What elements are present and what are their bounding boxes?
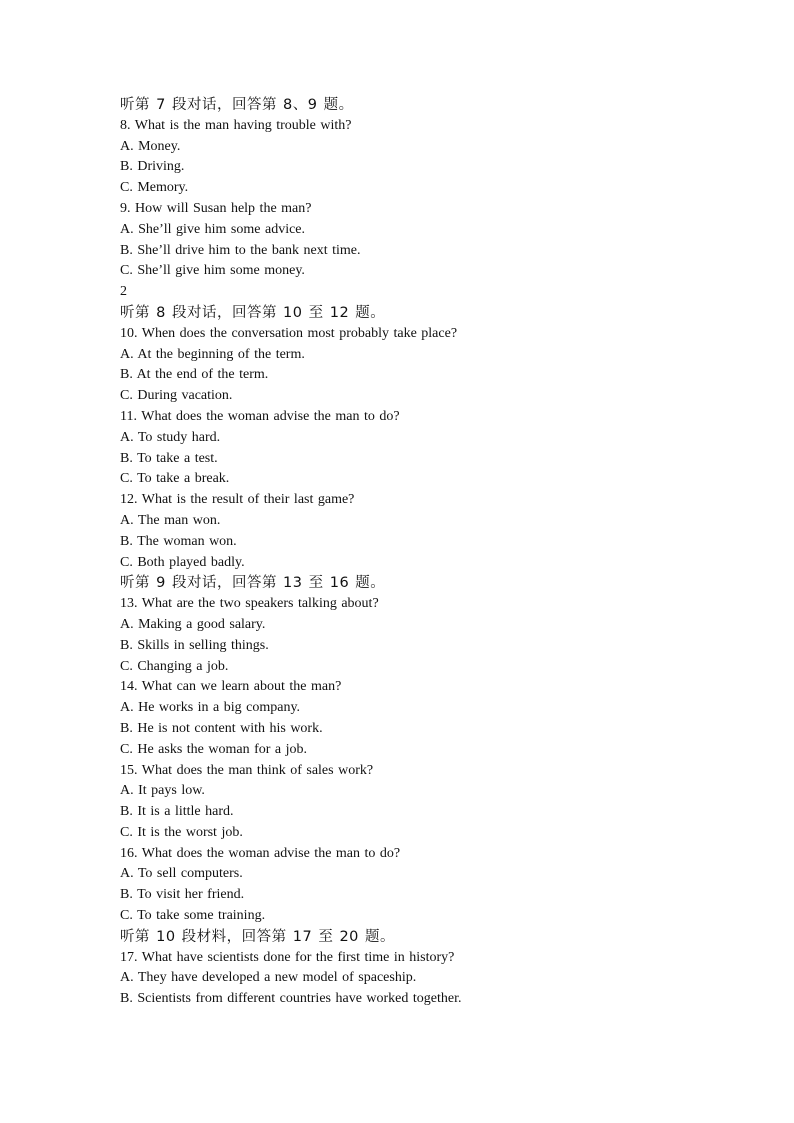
option-12c: C. Both played badly.: [120, 554, 245, 570]
option-8b: B. Driving.: [120, 159, 185, 175]
option-15c: C. It is the worst job.: [120, 824, 243, 840]
option-9b: B. She’ll drive him to the bank next time.: [120, 242, 361, 258]
option-15b: B. It is a little hard.: [120, 804, 234, 820]
option-14c: C. He asks the woman for a job.: [120, 741, 308, 757]
option-12a: A. The man won.: [120, 512, 221, 528]
option-11a: A. To study hard.: [120, 429, 221, 445]
option-14b: B. He is not content with his work.: [120, 720, 323, 736]
option-10b: B. At the end of the term.: [120, 367, 269, 383]
page-number: 2: [120, 284, 127, 300]
option-16b: B. To visit her friend.: [120, 887, 245, 903]
option-17a: A. They have developed a new model of spaceship.: [120, 970, 417, 986]
option-17b: B. Scientists from different countries have worked together.: [120, 991, 462, 1007]
option-10c: C. During vacation.: [120, 388, 233, 404]
option-16a: A. To sell computers.: [120, 866, 243, 882]
option-8c: C. Memory.: [120, 180, 189, 196]
option-15a: A. It pays low.: [120, 783, 205, 799]
question-10: 10. When does the conversation most probably take place?: [120, 325, 458, 341]
section-heading-8: 听第 8 段对话，回答第 10 至 12 题。: [120, 304, 386, 321]
option-11c: C. To take a break.: [120, 471, 230, 487]
option-13b: B. Skills in selling things.: [120, 637, 269, 653]
option-11b: B. To take a test.: [120, 450, 218, 466]
option-16c: C. To take some training.: [120, 908, 266, 924]
question-17: 17. What have scientists done for the first time in history?: [120, 949, 455, 965]
section-heading-7: 听第 7 段对话，回答第 8、9 题。: [120, 97, 354, 113]
question-16: 16. What does the woman advise the man to do?: [120, 845, 401, 861]
option-9a: A. She’ll give him some advice.: [120, 221, 306, 237]
section-heading-10: 听第 10 段材料，回答第 17 至 20 题。: [120, 928, 396, 945]
question-15: 15. What does the man think of sales work?: [120, 762, 374, 778]
option-9c: C. She’ll give him some money.: [120, 263, 305, 279]
question-12: 12. What is the result of their last game?: [120, 492, 355, 508]
option-8a: A. Money.: [120, 138, 181, 154]
option-13a: A. Making a good salary.: [120, 616, 266, 632]
option-14a: A. He works in a big company.: [120, 700, 301, 716]
section-heading-9: 听第 9 段对话，回答第 13 至 16 题。: [120, 575, 386, 592]
question-9: 9. How will Susan help the man?: [120, 200, 312, 216]
question-11: 11. What does the woman advise the man to do?: [120, 408, 400, 424]
question-8: 8. What is the man having trouble with?: [120, 117, 352, 133]
option-13c: C. Changing a job.: [120, 658, 229, 674]
option-12b: B. The woman won.: [120, 533, 237, 549]
question-13: 13. What are the two speakers talking about?: [120, 596, 379, 612]
option-10a: A. At the beginning of the term.: [120, 346, 305, 362]
question-14: 14. What can we learn about the man?: [120, 679, 342, 695]
document-body: [120, 95, 720, 1010]
